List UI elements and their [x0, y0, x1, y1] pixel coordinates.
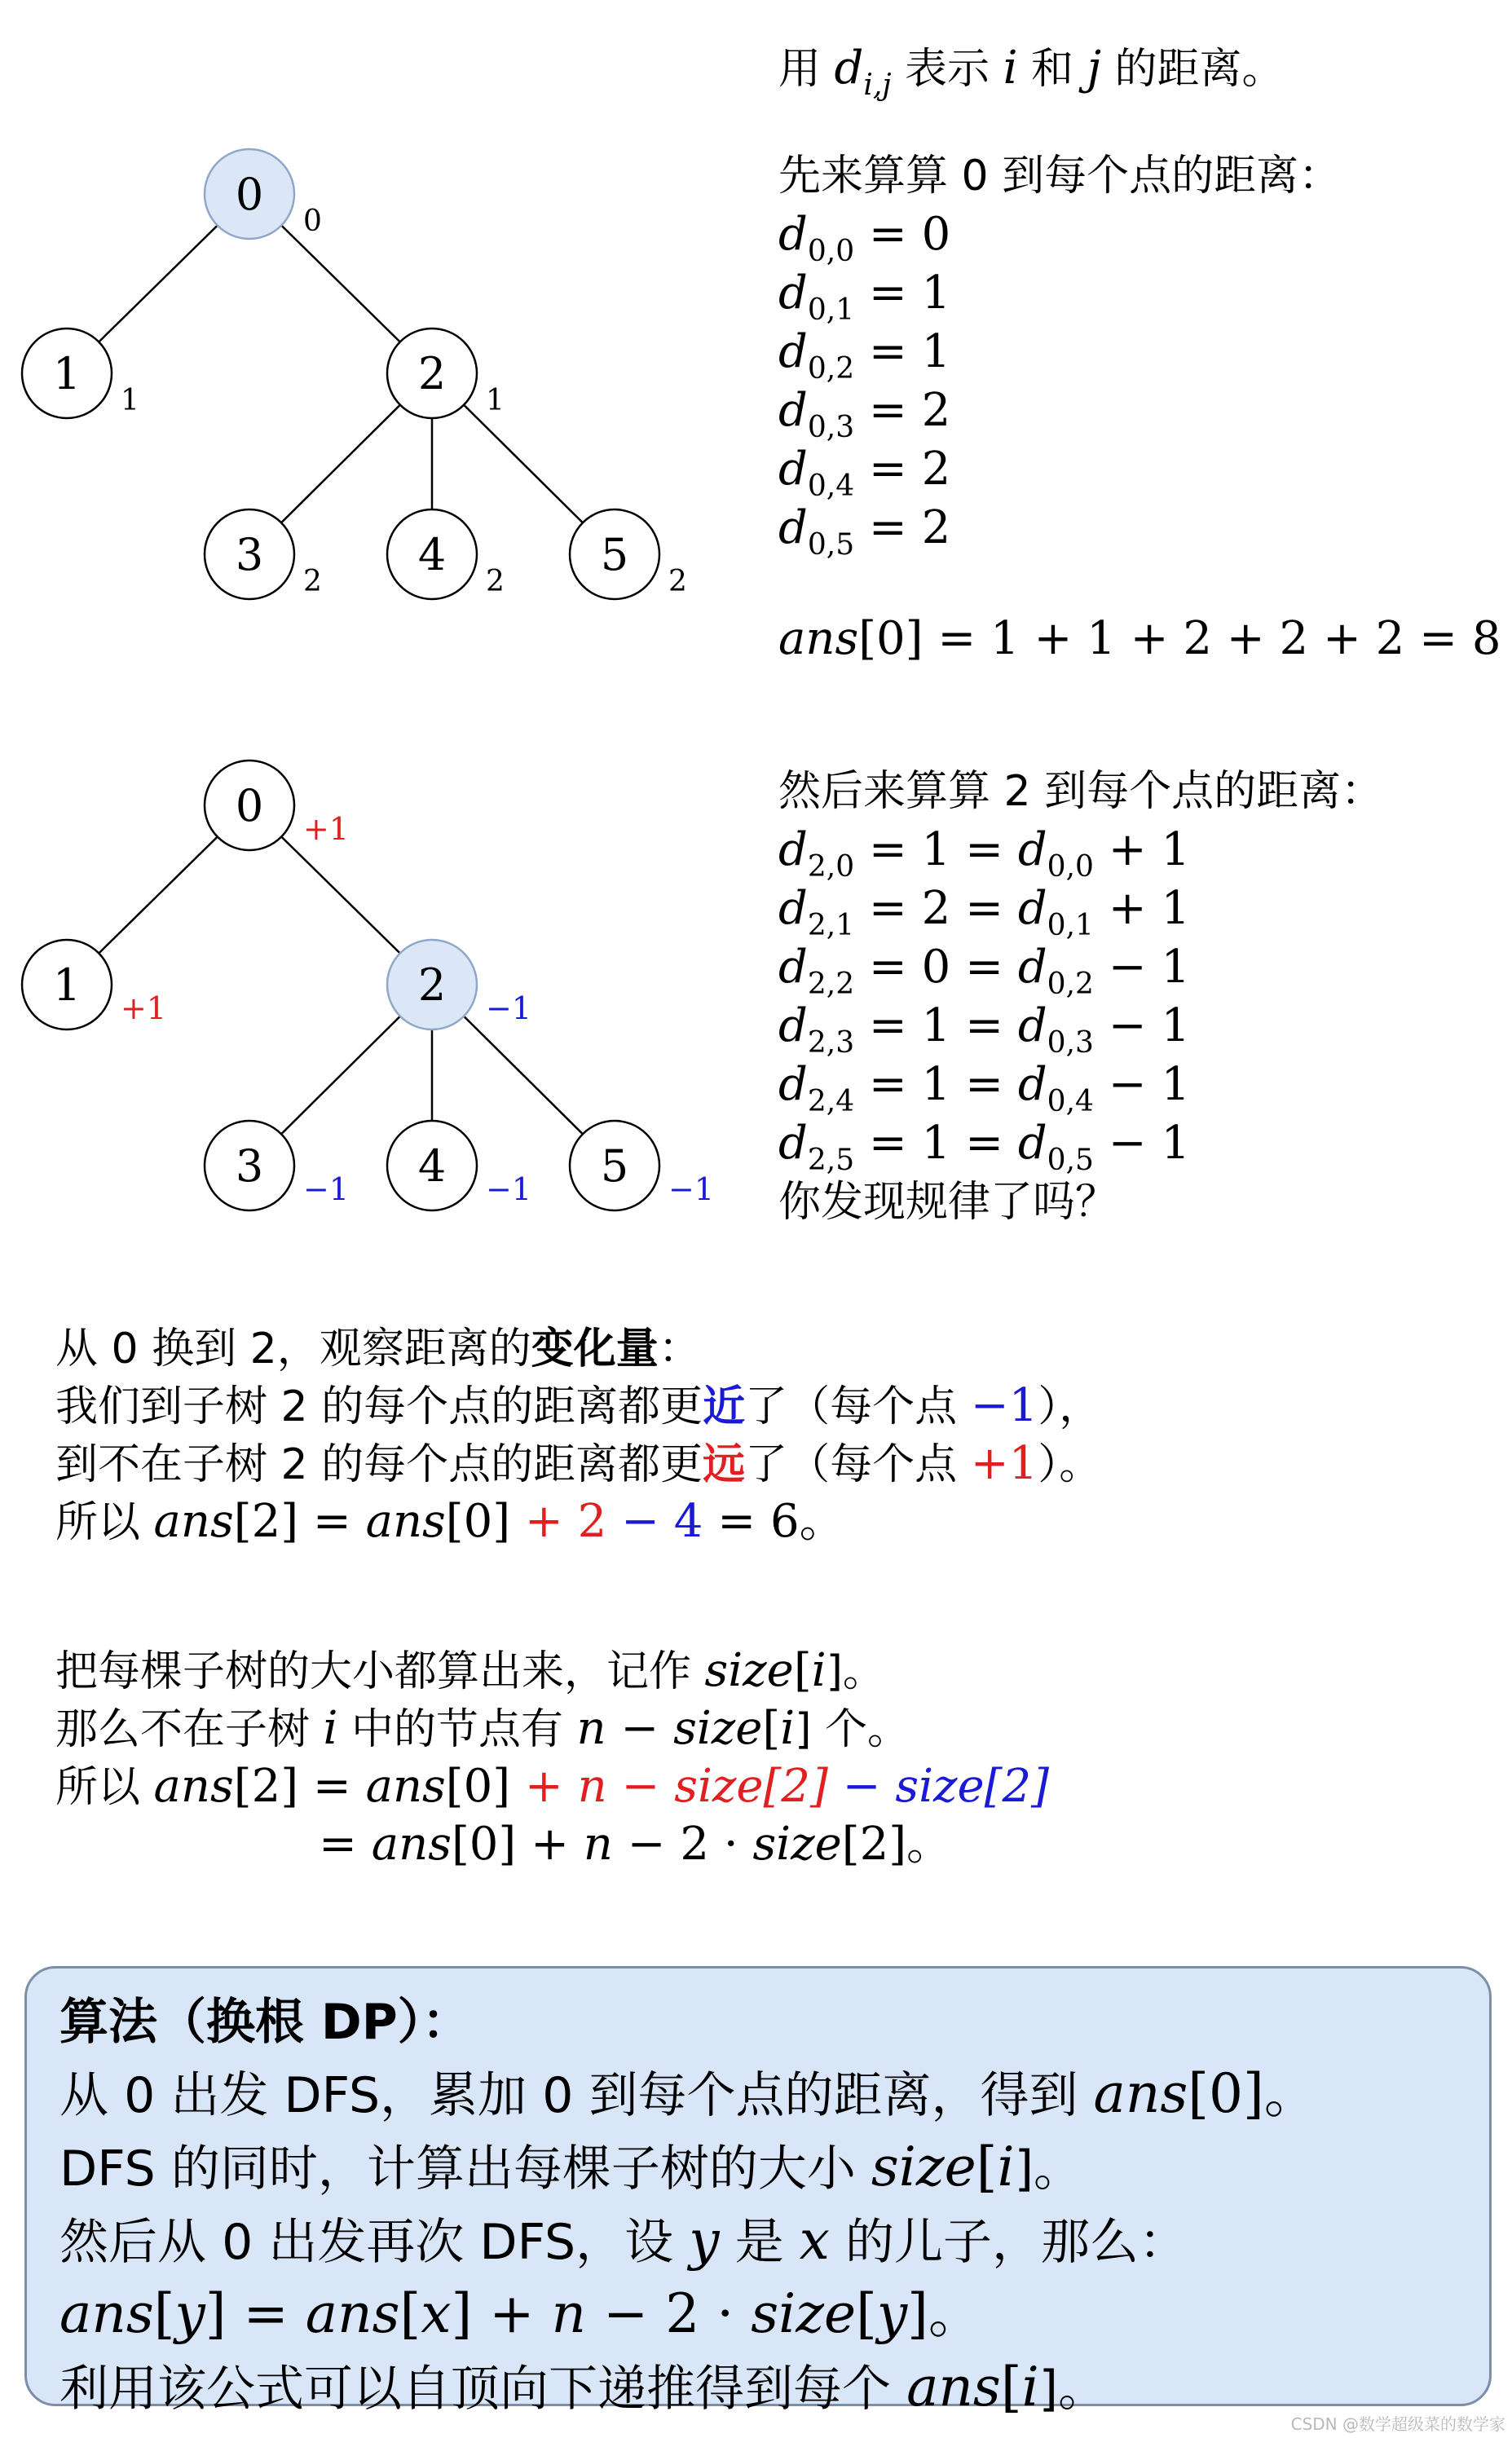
section2-text [778, 762, 1383, 1232]
d-symbol: d [778, 267, 808, 320]
section1-heading: 先来算算 0 到每个点的距离： [778, 152, 1342, 201]
d-offset: + 1 [1093, 823, 1191, 876]
d-symbol: d [778, 1058, 808, 1111]
section4-line-1 [55, 1642, 1049, 1700]
d-symbol: d [1017, 1058, 1047, 1111]
math: − 2 · [612, 1818, 753, 1871]
math: [ [976, 2136, 998, 2198]
i-symbol: i [997, 2136, 1015, 2198]
d-value: = 0 [854, 208, 951, 261]
intro-text: 用 [778, 45, 835, 94]
intro-text: 表示 [891, 45, 1003, 94]
d-subscript: 0,4 [1047, 1085, 1094, 1118]
text: 那么不在子树 [55, 1705, 324, 1754]
ans-symbol: ans [371, 1818, 452, 1871]
size-symbol: size [673, 1702, 763, 1755]
ans-symbol: ans [153, 1760, 234, 1813]
intro-i: i [1003, 42, 1018, 95]
tree1-node-annotation: 2 [668, 565, 687, 598]
tree1-node-annotation: 1 [486, 384, 505, 417]
d-value: = 1 = [854, 823, 1018, 876]
size-symbol: size [752, 1818, 842, 1871]
tree-diagram-2 [0, 0, 734, 1207]
distance-row [778, 264, 1501, 327]
d-offset: − 1 [1093, 1117, 1191, 1170]
tree1-node-label: 1 [52, 348, 82, 399]
intro-sub: i,j [863, 68, 892, 102]
math: ] = [205, 2282, 306, 2345]
section3-line-3 [55, 1435, 1101, 1493]
text: ] 个。 [795, 1705, 910, 1754]
text: 了（每个点 [745, 1382, 971, 1431]
tree1-node-annotation: 2 [303, 565, 322, 598]
ans-equation: [0] = 1 + 1 + 2 + 2 + 2 = 8 [858, 612, 1501, 665]
size-symbol: size [704, 1644, 794, 1697]
algorithm-title: 算法（换根 DP）： [60, 1994, 471, 2051]
d-value: = 1 = [854, 1058, 1018, 1111]
x-symbol: x [421, 2282, 452, 2345]
d-value: = 2 [854, 443, 951, 496]
algorithm-formula [60, 2278, 1457, 2352]
text: 利用该公式可以自顶向下递推得到每个 [60, 2361, 907, 2418]
size-symbol: size [751, 2282, 857, 2345]
d-subscript: 0,1 [1047, 909, 1094, 942]
ans-symbol: ans [60, 2282, 154, 2345]
red-term: + n − size[2] [524, 1760, 828, 1813]
math: [ [762, 1702, 781, 1755]
distance-row [778, 440, 1501, 503]
x-symbol: x [799, 2209, 830, 2272]
d-symbol: d [778, 501, 808, 554]
intro-text: 的距离。 [1100, 45, 1285, 94]
section4-line-2 [55, 1700, 1049, 1758]
tree1-node-label: 2 [417, 348, 447, 399]
ans-symbol: ans [305, 2282, 400, 2345]
n-symbol: n [583, 1818, 613, 1871]
plus-two: + 2 [524, 1495, 607, 1548]
d-offset: − 1 [1093, 1058, 1191, 1111]
distance-row [778, 1114, 1383, 1177]
text: 我们到子树 2 的每个点的距离都更 [55, 1382, 703, 1431]
distance-row [778, 938, 1383, 1001]
text: ）。 [1038, 1440, 1102, 1489]
y-symbol: y [689, 2209, 720, 2272]
section4-line-4 [55, 1816, 1049, 1874]
d-value: = 0 = [854, 941, 1018, 994]
d-symbol: d [1017, 1117, 1047, 1170]
section3-line-1 [55, 1320, 1101, 1378]
ans-symbol: ans [906, 2356, 1001, 2418]
d-symbol: d [778, 208, 808, 261]
section1-distance-list [778, 205, 1501, 562]
d-symbol: d [1017, 999, 1047, 1052]
text: 到不在子树 2 的每个点的距离都更 [55, 1440, 703, 1489]
text: 从 0 出发 DFS，累加 0 到每个点的距离，得到 [60, 2067, 1094, 2124]
near-term: 近 [703, 1382, 746, 1431]
bold-term: 变化量 [531, 1325, 659, 1373]
d-subscript: 0,5 [807, 528, 855, 562]
n-symbol: n [576, 1702, 606, 1755]
tree2-node-label: 5 [600, 1140, 629, 1192]
section2-distance-list [778, 821, 1383, 1177]
math: = [319, 1818, 372, 1871]
i-symbol: i [323, 1702, 338, 1755]
intro-text: 和 [1017, 45, 1087, 94]
text: 把每棵子树的大小都算出来，记作 [55, 1647, 705, 1696]
y-symbol: y [174, 2282, 205, 2345]
d-subscript: 0,0 [1047, 850, 1094, 884]
section4-explanation [55, 1642, 1049, 1874]
d-subscript: 0,5 [1047, 1144, 1094, 1177]
d-subscript: 2,4 [807, 1085, 855, 1118]
d-symbol: d [778, 823, 808, 876]
d-subscript: 0,0 [807, 235, 855, 268]
algorithm-line-1 [60, 2058, 1457, 2132]
text: 从 0 换到 2，观察距离的 [55, 1325, 531, 1373]
tree1-node-annotation: 2 [486, 565, 505, 598]
d-subscript: 2,3 [807, 1026, 855, 1060]
d-symbol: d [778, 325, 808, 378]
ans-symbol: ans [365, 1760, 446, 1813]
intro-d: d [834, 42, 864, 95]
math: [2] = [233, 1760, 366, 1813]
distance-row [778, 205, 1501, 268]
math: [ [399, 2282, 421, 2345]
d-value: = 1 [854, 267, 951, 320]
math: − [606, 1702, 674, 1755]
d-symbol: d [778, 443, 808, 496]
watermark: CSDN @数学超级菜的数学家 [1290, 2414, 1505, 2434]
section1-ans-line [778, 610, 1501, 668]
tree1-node-annotation: 1 [121, 384, 139, 417]
d-subscript: 0,1 [807, 293, 855, 327]
d-value: = 1 = [854, 999, 1018, 1052]
algorithm-line-5 [60, 2352, 1457, 2425]
ans-symbol: ans [153, 1495, 234, 1548]
math: [0] + [451, 1818, 584, 1871]
math: [0] [445, 1495, 525, 1548]
text: ： [658, 1325, 701, 1373]
d-value: = 1 [854, 325, 951, 378]
distance-row [778, 323, 1501, 386]
distance-row [778, 1056, 1383, 1118]
section3-line-4 [55, 1493, 1101, 1551]
algorithm-box [24, 1966, 1492, 2418]
d-subscript: 0,3 [807, 411, 855, 444]
d-symbol: d [1017, 882, 1047, 935]
math: ]。 [907, 2282, 982, 2345]
minus-one: −1 [970, 1379, 1038, 1432]
tree2-node-annotation: +1 [121, 990, 167, 1026]
math: [0]。 [1188, 2062, 1318, 2125]
math: [0] [445, 1760, 525, 1813]
distance-row [778, 381, 1501, 444]
y-symbol: y [876, 2282, 908, 2345]
distance-row [778, 997, 1383, 1060]
section3-explanation [55, 1320, 1101, 1551]
math: [ [153, 2282, 175, 2345]
section1-intro [778, 39, 1501, 102]
d-offset: + 1 [1093, 882, 1191, 935]
tree1-node-label: 4 [417, 529, 447, 580]
algorithm-line-2 [60, 2132, 1457, 2205]
d-subscript: 2,1 [807, 909, 855, 942]
d-value: = 2 [854, 384, 951, 437]
section2-heading: 然后来算算 2 到每个点的距离： [778, 767, 1384, 816]
d-subscript: 0,2 [807, 352, 855, 386]
text: 中的节点有 [337, 1705, 577, 1754]
d-subscript: 0,3 [1047, 1026, 1094, 1060]
text: ]。 [826, 1647, 885, 1696]
math: [2]。 [841, 1818, 953, 1871]
d-symbol: d [778, 1117, 808, 1170]
text: 是 [719, 2214, 800, 2271]
d-symbol: d [778, 882, 808, 935]
tree2-node-annotation: −1 [668, 1171, 715, 1207]
far-term: 远 [703, 1440, 746, 1489]
math: [2] = [233, 1495, 366, 1548]
text: DFS 的同时，计算出每棵子树的大小 [60, 2140, 871, 2198]
section3-line-2 [55, 1378, 1101, 1435]
tree2-node-annotation: −1 [486, 990, 532, 1026]
tree2-node-annotation: −1 [303, 1171, 350, 1207]
intro-j: j [1087, 42, 1101, 95]
tree2-node-label: 3 [235, 1140, 264, 1192]
d-value: = 2 = [854, 882, 1018, 935]
tree2-node-annotation: −1 [486, 1171, 532, 1207]
math: [ [1000, 2356, 1022, 2418]
text: ]。 [1014, 2140, 1082, 2198]
d-offset: − 1 [1093, 941, 1191, 994]
distance-row [778, 499, 1501, 562]
blue-term: − size[2] [827, 1760, 1049, 1813]
text: 了（每个点 [745, 1440, 971, 1489]
d-offset: − 1 [1093, 999, 1191, 1052]
d-symbol: d [778, 999, 808, 1052]
tree1-node-label: 0 [235, 169, 264, 220]
d-subscript: 2,5 [807, 1144, 855, 1177]
d-subscript: 0,2 [1047, 968, 1094, 1001]
d-value: = 2 [854, 501, 951, 554]
ans-symbol: ans [365, 1495, 446, 1548]
i-symbol: i [780, 1702, 796, 1755]
ans-symbol: ans [1093, 2062, 1188, 2125]
ans-symbol: ans [778, 612, 859, 665]
text: ]。 [1038, 2361, 1108, 2418]
section2-question: 你发现规律了吗？ [778, 1178, 1118, 1227]
section4-line-3 [55, 1758, 1049, 1816]
tree2-node-annotation: +1 [303, 811, 350, 847]
size-symbol: size [871, 2136, 976, 2198]
d-symbol: d [778, 941, 808, 994]
text: 的儿子，那么： [829, 2214, 1188, 2271]
text: ）， [1038, 1382, 1102, 1431]
tree1-node-label: 3 [235, 529, 264, 580]
math: − 2 · [586, 2282, 752, 2345]
n-symbol: n [551, 2282, 587, 2345]
math: = 6。 [703, 1495, 845, 1548]
distance-row [778, 880, 1383, 942]
math: ] + [451, 2282, 552, 2345]
d-subscript: 2,2 [807, 968, 855, 1001]
tree2-node-label: 0 [235, 780, 264, 831]
math: [ [793, 1644, 812, 1697]
d-symbol: d [778, 384, 808, 437]
tree2-node-label: 1 [52, 959, 82, 1011]
tree2-node-label: 2 [417, 959, 447, 1011]
text: 然后从 0 出发再次 DFS，设 [60, 2214, 690, 2271]
d-symbol: d [1017, 823, 1047, 876]
i-symbol: i [1021, 2356, 1039, 2418]
plus-one: +1 [970, 1437, 1038, 1490]
math: [ [856, 2282, 877, 2345]
tree1-node-annotation: 0 [303, 205, 322, 238]
text: 所以 [55, 1498, 154, 1547]
tree1-node-label: 5 [600, 529, 629, 580]
section1-text [778, 39, 1501, 668]
d-value: = 1 = [854, 1117, 1018, 1170]
d-subscript: 0,4 [807, 470, 855, 503]
minus-four: − 4 [606, 1495, 703, 1548]
text: 所以 [55, 1763, 154, 1812]
d-subscript: 2,0 [807, 850, 855, 884]
distance-row [778, 821, 1383, 884]
algorithm-line-3 [60, 2205, 1457, 2278]
d-symbol: d [1017, 941, 1047, 994]
tree2-node-label: 4 [417, 1140, 447, 1192]
i-symbol: i [811, 1644, 827, 1697]
